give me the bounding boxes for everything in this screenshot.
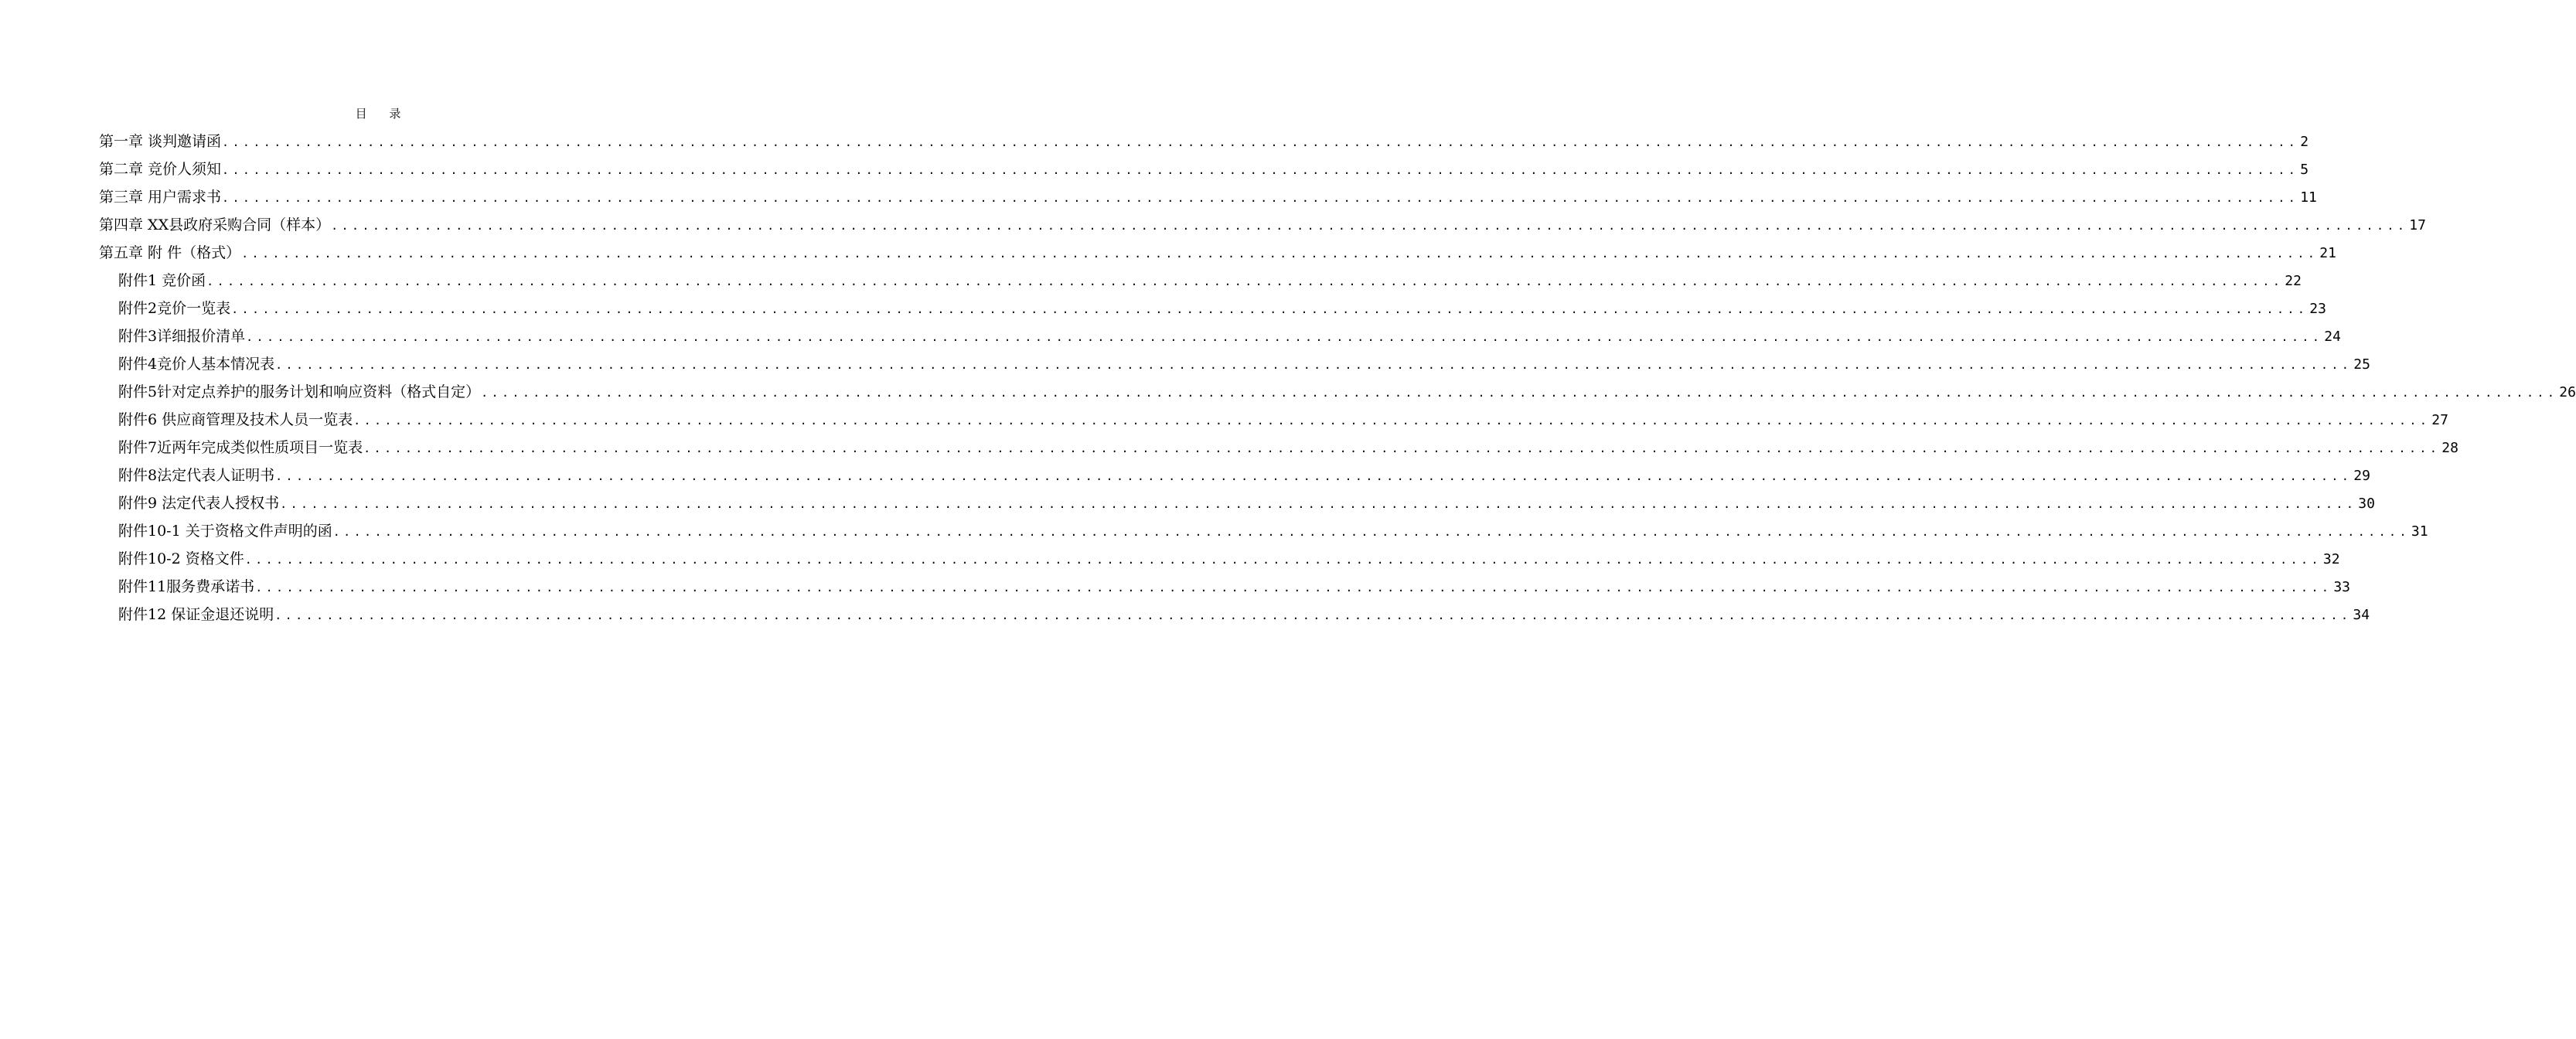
toc-entry-label: 第二章 竞价人须知 bbox=[99, 161, 222, 178]
toc-entry-label: 第五章 附 件（格式） bbox=[99, 244, 241, 261]
toc-dot-leader: ........................................................................................................................................................................................................ bbox=[353, 414, 2431, 428]
toc-dot-leader: ........................................................................................................................................................................................................ bbox=[331, 219, 2408, 233]
toc-dot-leader: ........................................................................................................................................................................................................ bbox=[244, 553, 2322, 567]
toc-entry-label: 第三章 用户需求书 bbox=[99, 189, 222, 206]
toc-dot-leader: ........................................................................................................................................................................................................ bbox=[481, 386, 2558, 400]
toc-entry-label: 附件11服务费承诺书 bbox=[118, 578, 255, 595]
toc-entry-page-number: 25 bbox=[2353, 356, 2370, 373]
toc-dot-leader: ........................................................................................................................................................................................................ bbox=[332, 525, 2410, 539]
toc-appendix-entry[interactable] bbox=[99, 378, 2576, 406]
toc-dot-leader: ........................................................................................................................................................................................................ bbox=[222, 135, 2299, 149]
toc-entry-page-number: 29 bbox=[2353, 468, 2370, 484]
toc-chapter-entry[interactable] bbox=[99, 239, 2336, 267]
toc-appendix-entry[interactable] bbox=[99, 601, 2370, 629]
toc-entry-page-number: 32 bbox=[2322, 551, 2340, 567]
toc-entry-page-number: 17 bbox=[2409, 217, 2426, 233]
toc-entry-label: 第一章 谈判邀请函 bbox=[99, 133, 222, 150]
toc-appendix-entry[interactable] bbox=[99, 462, 2370, 489]
toc-entry-label: 附件4竞价人基本情况表 bbox=[118, 356, 275, 373]
toc-dot-leader: ........................................................................................................................................................................................................ bbox=[275, 358, 2353, 372]
toc-dot-leader: ........................................................................................................................................................................................................ bbox=[231, 302, 2309, 316]
toc-entry-label: 附件8法定代表人证明书 bbox=[118, 467, 275, 484]
toc-appendix-entry[interactable] bbox=[99, 406, 2448, 434]
toc-entry-page-number: 33 bbox=[2333, 579, 2351, 595]
toc-entry-page-number: 5 bbox=[2300, 162, 2309, 178]
toc-dot-leader: ........................................................................................................................................................................................................ bbox=[255, 581, 2332, 594]
toc-appendix-entry[interactable] bbox=[99, 517, 2428, 545]
toc-appendix-entry[interactable] bbox=[99, 489, 2375, 517]
toc-dot-leader: ........................................................................................................................................................................................................ bbox=[246, 330, 2323, 344]
toc-entry-label: 附件5针对定点养护的服务计划和响应资料（格式自定） bbox=[118, 383, 481, 400]
toc-dot-leader: ........................................................................................................................................................................................................ bbox=[363, 441, 2441, 455]
toc-entry-page-number: 34 bbox=[2353, 607, 2370, 623]
toc-appendix-entry[interactable] bbox=[99, 545, 2340, 573]
toc-chapter-entry[interactable] bbox=[99, 155, 2309, 183]
table-of-contents bbox=[99, 128, 2576, 629]
toc-dot-leader: ........................................................................................................................................................................................................ bbox=[222, 191, 2299, 205]
toc-entry-label: 附件10-1 关于资格文件声明的函 bbox=[118, 523, 332, 540]
toc-appendix-entry[interactable] bbox=[99, 322, 2341, 350]
toc-entry-page-number: 24 bbox=[2324, 329, 2341, 345]
toc-entry-page-number: 21 bbox=[2319, 245, 2336, 261]
toc-chapter-entry[interactable] bbox=[99, 183, 2317, 211]
toc-entry-label: 附件2竞价一览表 bbox=[118, 300, 231, 317]
toc-entry-page-number: 31 bbox=[2411, 523, 2428, 540]
toc-dot-leader: ........................................................................................................................................................................................................ bbox=[222, 163, 2299, 177]
toc-entry-page-number: 26 bbox=[2559, 384, 2576, 400]
toc-dot-leader: ........................................................................................................................................................................................................ bbox=[206, 274, 2284, 288]
toc-entry-page-number: 11 bbox=[2300, 189, 2317, 206]
toc-entry-label: 附件1 竞价函 bbox=[118, 272, 206, 289]
toc-entry-label: 附件6 供应商管理及技术人员一览表 bbox=[118, 411, 353, 428]
toc-entry-label: 附件3详细报价清单 bbox=[118, 328, 246, 345]
toc-entry-label: 第四章 XX县政府采购合同（样本） bbox=[99, 216, 331, 233]
toc-appendix-entry[interactable] bbox=[99, 350, 2370, 378]
toc-appendix-entry[interactable] bbox=[99, 267, 2302, 295]
toc-entry-page-number: 2 bbox=[2300, 134, 2309, 150]
toc-dot-leader: ........................................................................................................................................................................................................ bbox=[274, 608, 2352, 622]
toc-entry-page-number: 30 bbox=[2358, 496, 2375, 512]
toc-dot-leader: ........................................................................................................................................................................................................ bbox=[275, 469, 2353, 483]
toc-appendix-entry[interactable] bbox=[99, 434, 2458, 462]
toc-title: 目 录 bbox=[355, 107, 411, 121]
toc-dot-leader: ........................................................................................................................................................................................................ bbox=[241, 247, 2319, 261]
toc-entry-page-number: 23 bbox=[2309, 301, 2326, 317]
toc-dot-leader: ........................................................................................................................................................................................................ bbox=[280, 497, 2357, 511]
toc-entry-label: 附件12 保证金退还说明 bbox=[118, 606, 274, 623]
toc-entry-label: 附件7近两年完成类似性质项目一览表 bbox=[118, 439, 363, 456]
toc-chapter-entry[interactable] bbox=[99, 128, 2309, 155]
toc-appendix-entry[interactable] bbox=[99, 573, 2351, 601]
toc-entry-page-number: 22 bbox=[2285, 273, 2302, 289]
toc-appendix-entry[interactable] bbox=[99, 295, 2326, 322]
toc-entry-page-number: 27 bbox=[2431, 412, 2448, 428]
toc-entry-label: 附件9 法定代表人授权书 bbox=[118, 495, 280, 512]
toc-entry-page-number: 28 bbox=[2441, 440, 2458, 456]
toc-entry-label: 附件10-2 资格文件 bbox=[118, 550, 244, 567]
toc-chapter-entry[interactable] bbox=[99, 211, 2426, 239]
